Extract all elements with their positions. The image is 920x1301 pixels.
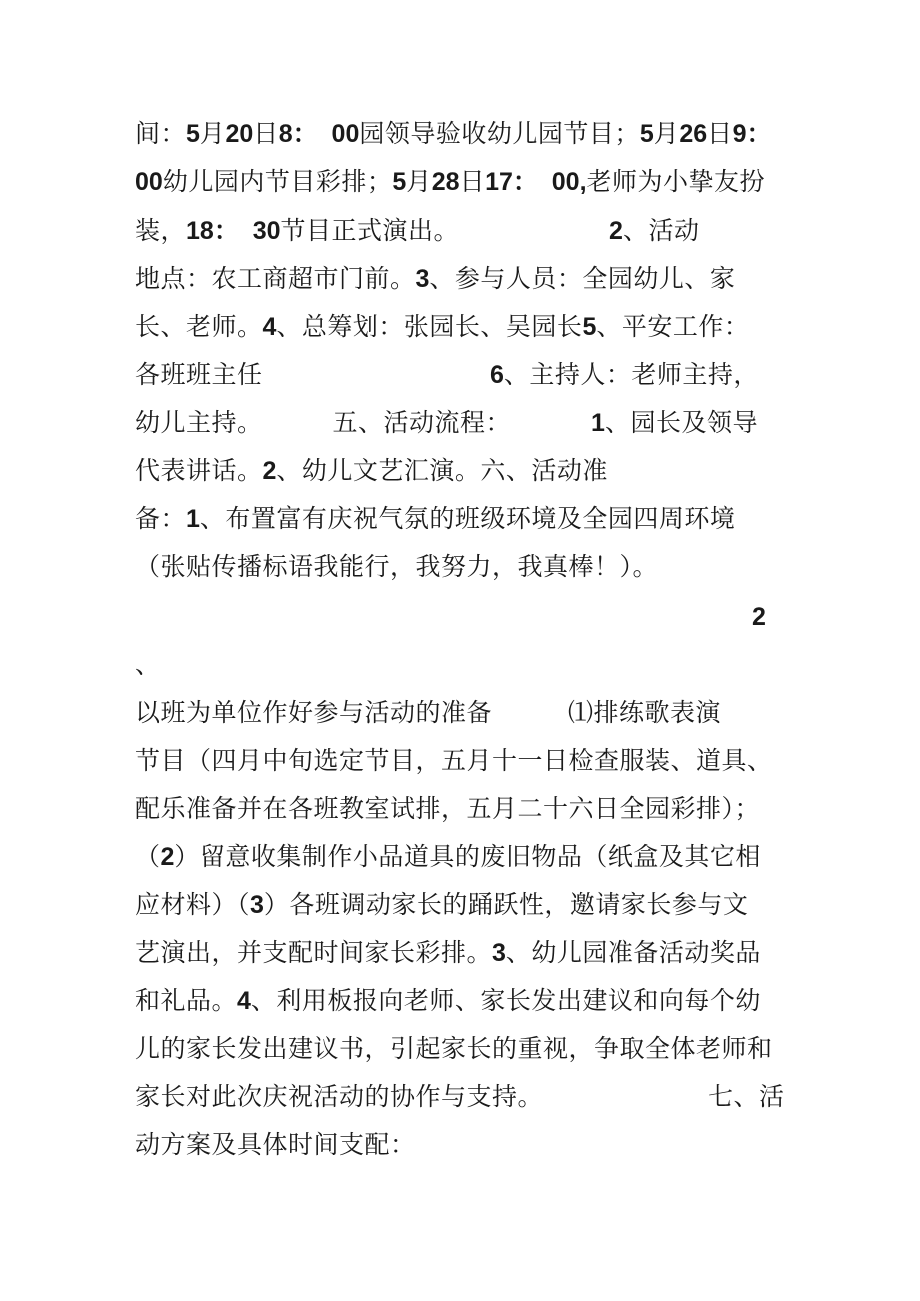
text-segment: 2 (160, 843, 175, 871)
text-segment: 1 (591, 409, 605, 437)
text-segment: 日 (459, 167, 486, 196)
text-segment: 和礼品。 (135, 986, 238, 1015)
text-line-22: 动方案及具体时间支配： (135, 1130, 416, 1159)
text-line-18 (135, 933, 761, 973)
text-line-7a (135, 403, 758, 443)
text-segment: 幼儿园内节目彩排； (162, 167, 393, 196)
text-line-16 (135, 837, 761, 877)
text-line-9 (135, 499, 735, 539)
text-segment: 3 (415, 265, 430, 293)
text-line-6a: 各班班主任 (135, 360, 263, 389)
text-segment: 节目正式演出。 (280, 216, 460, 245)
text-line-20: 儿的家长发出建议书，引起家长的重视，争取全体老师和 (135, 1034, 773, 1063)
text-segment: 5 (639, 120, 654, 148)
text-segment: 、幼儿文艺汇演。六、活动准 (276, 456, 608, 485)
text-segment: 月 (406, 167, 432, 196)
text-segment: 6 (490, 361, 504, 389)
text-segment: 8： 00 (278, 120, 360, 148)
text-line-21a: 家长对此次庆祝活动的协作与支持。 (135, 1082, 544, 1111)
text-segment: 28 (431, 168, 460, 196)
text-segment: 日 (707, 119, 733, 148)
text-segment: 老师为小挚友扮 (586, 167, 766, 196)
text-segment: 1 (186, 505, 200, 533)
text-line-13b (568, 693, 721, 733)
text-segment: 2 (609, 217, 623, 245)
text-segment: 20 (225, 120, 254, 148)
text-line-19 (135, 981, 761, 1021)
text-segment: 、平安工作： (596, 312, 750, 341)
text-segment: 日 (253, 119, 279, 148)
text-line-4 (135, 259, 735, 299)
text-segment: 园领导验收幼儿园节目； (359, 119, 640, 148)
text-segment: 长、老师。 (135, 312, 263, 341)
text-segment: ⑴ (568, 700, 594, 727)
text-segment: 备： (135, 504, 187, 533)
text-line-5 (135, 307, 749, 347)
text-segment: 间： (135, 119, 187, 148)
text-segment: 5 (186, 120, 200, 148)
text-line-8 (135, 451, 608, 491)
text-segment: 00 (135, 168, 163, 196)
text-line-17 (135, 885, 748, 925)
text-line-21b: 七、活 (708, 1082, 785, 1111)
text-line-1 (135, 114, 772, 154)
text-segment: 排练歌表演 (593, 698, 722, 727)
text-segment: 、幼儿园准备活动奖品 (505, 938, 761, 967)
text-segment: 18： 30 (186, 217, 281, 245)
text-segment: 地点：农工商超市门前。 (135, 264, 416, 293)
text-segment: 月 (653, 119, 680, 148)
text-line-15: 配乐准备并在各班教室试排，五月二十六日全园彩排）； (135, 794, 761, 823)
text-segment: 、参与人员：全园幼儿、家 (429, 264, 736, 293)
text-line-13a: 以班为单位作好参与活动的准备 (135, 698, 493, 727)
text-line-6b (490, 355, 759, 395)
text-segment: 、园长及领导 (604, 408, 758, 437)
text-segment: 、总筹划：张园长、吴园长 (276, 312, 583, 341)
text-segment: 、活动 (622, 216, 700, 245)
text-segment: 4 (237, 987, 251, 1015)
text-segment: 5 (392, 168, 407, 196)
text-segment: 艺演出，并支配时间家长彩排。 (135, 938, 493, 967)
text-segment: 、利用板报向老师、家长发出建议和向每个幼 (250, 986, 761, 1015)
text-segment: 代表讲话。 (135, 456, 263, 485)
text-segment: 应材料）（ (135, 890, 251, 919)
text-segment: 5 (582, 313, 597, 341)
text-line-10: （张贴传播标语我能行，我努力，我真棒！）。 (135, 552, 659, 581)
section-number: 2 (752, 603, 766, 631)
text-segment: 、主持人：老师主持， (503, 360, 759, 389)
text-segment: （ (135, 842, 161, 871)
text-line-12: 、 (135, 650, 161, 679)
text-line-14: 节目（四月中旬选定节目，五月十一日检查服装、道具、 (135, 746, 773, 775)
text-segment: 3 (492, 939, 506, 967)
text-segment: 幼儿主持。 (135, 408, 263, 437)
text-segment: 装， (135, 216, 187, 245)
text-segment: 26 (679, 120, 708, 148)
text-segment: 17： 00, (485, 168, 587, 196)
text-segment: 、布置富有庆祝气氛的班级环境及全园四周环境 (199, 504, 736, 533)
text-segment: 9： (732, 120, 772, 148)
text-segment: ）各班调动家长的踊跃性，邀请家长参与文 (263, 890, 749, 919)
text-segment: ）留意收集制作小品道具的废旧物品（纸盒及其它相 (174, 842, 761, 871)
text-segment: 4 (262, 313, 277, 341)
text-segment: 月 (199, 119, 226, 148)
text-line-2 (135, 162, 765, 202)
text-segment: 五、活动流程： (332, 408, 512, 437)
text-line-3 (135, 211, 699, 251)
text-segment: 2 (262, 457, 277, 485)
text-segment: 3 (250, 891, 264, 919)
